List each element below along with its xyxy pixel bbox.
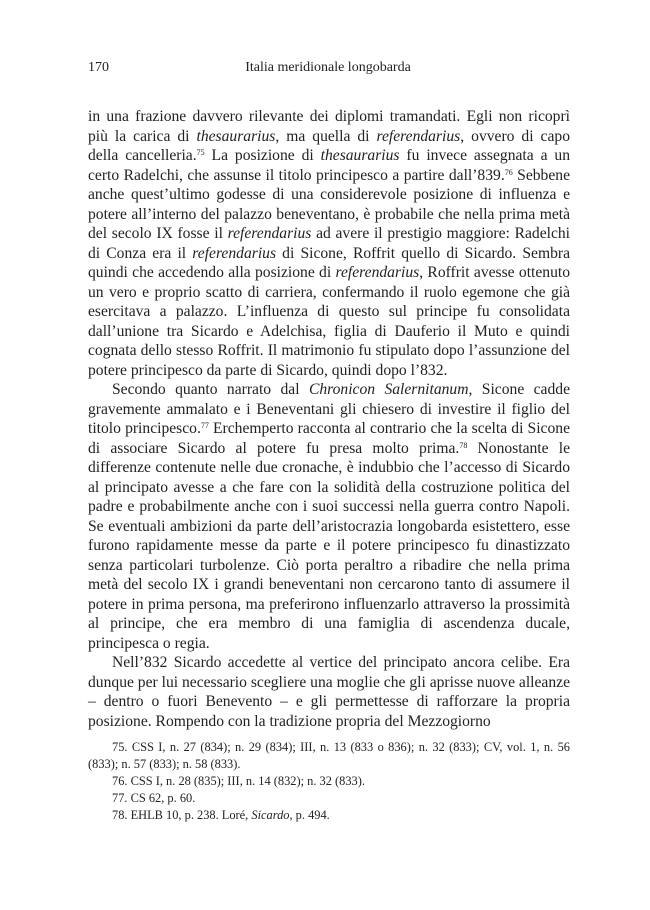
text-run: Nell’832 Sicardo accedette al vertice del principato ancora celibe. Era dunque per lui necessario scegliere una moglie che gli aprisse nuove alleanze – dentro o fuori Benevento – e gli permettesse di rafforzare la propria posizione. Rompendo con la tradizione propria del Mezzogiorno [88,654,570,730]
text-run: fu invece assegnata a un certo Radelchi, che assunse il titolo principesco a partire dall’839. [88,147,571,184]
text-run: , Roffrit avesse ottenuto un vero e proprio scatto di carriera, confermando il ruolo egemone che già esercitava a palazzo. L’influenza di questo sul principe fu consolidata dall’unione tra Sicardo e Adelchisa, figlia di Dauferio il Muto e quindi cognata dello stesso Roffrit. Il matrimonio fu stipulato dopo l’assunzione del potere principesco da parte di Sicardo, quindi dopo l’832. [88,264,570,379]
italic-term: thesaurarius [320,147,400,164]
body-text [88,107,570,731]
text-run: ad avere il prestigio maggiore: Radelchi di Conza era il [88,225,570,262]
running-title: Italia meridionale longobarda [245,60,411,75]
italic-term: referendarius [227,225,312,242]
footnote-marker: 78 [459,440,468,450]
text-run: Erchemperto racconta al contrario che la scelta di Sicone di associare Sicardo al potere fu presa molto prima. [88,420,570,457]
paragraph-1 [88,107,570,380]
text-run: Sebbene anche quest’ultimo godesse di una considerevole posizione di influenza e potere all’interno del palazzo beneventano, è probabile che nella prima metà del secolo IX fosse il [88,166,570,242]
text-run: Nonostante le differenze contenute nelle due cronache, è indubbio che l’accesso di Sicardo al principato avesse a che fare con la solidità della costruzione politica del padre e probabilmente anche con i suoi successi nella guerra contro Napoli. Se eventuali ambizioni da parte dell’aristocrazia longobarda esistettero, esse furono rapidamente messe da parte e il potere principesco fu dinastizzato senza particolari turbolenze. Ciò porta peraltro a ribadire che nella prima metà del secolo IX i grandi beneventani non cercarono tanto di assumere il potere in prima persona, ma preferirono influenzarlo attraverso la prossimità al principe, che era membro di una famiglia di ascendenza ducale, principesca o regia. [88,439,570,652]
text-run: di Sicone, Roffrit quello di Sicardo. Sembra quindi che accedendo alla posizione di [88,244,570,281]
paragraph-3 [88,653,570,731]
italic-term: referendarius [335,264,420,281]
italic-term: Sicardo [251,808,290,822]
text-run: , ma quella di [275,127,377,145]
italic-term: referendarius [376,127,461,145]
page-number: 170 [88,60,109,75]
footnote-75 [88,739,570,773]
italic-term: thesaurarius [196,127,276,145]
footnote-marker: 76 [504,167,513,177]
footnote-marker: 77 [200,421,209,430]
text-run: La posizione di [204,147,321,164]
italic-term: Chronicon Salernitanum [308,381,469,398]
text-run: 78. EHLB 10, p. 238. Loré, [112,808,252,822]
text-run: 77. CS 62, p. 60. [112,791,196,805]
running-header [88,60,568,82]
text-run: in una frazione davvero rilevante dei diplomi tramandati. Egli non ricoprì più la carica di [88,108,570,145]
text-run: 75. CSS I, n. 27 (834); n. 29 (834); III, n. 13 (833 o 836); n. 32 (833); CV, vol. 1, n. 56 (833); n. 57 (833); n. 58 (833). [88,740,570,771]
footnotes [88,739,570,824]
footnote-76 [88,773,570,790]
paragraph-2 [88,380,570,653]
italic-term: referendarius [192,244,277,262]
text-run: , Sicone cadde gravemente ammalato e i Beneventani gli chiesero di investire il figlio del titolo principesco. [88,381,570,437]
text-run: Secondo quanto narrato dal [112,381,309,398]
text-run: , ovvero di capo della cancelleria. [88,127,570,164]
footnote-78 [88,807,570,824]
footnote-77 [88,790,570,807]
text-run: , p. 494. [289,808,330,822]
footnote-marker: 75 [196,148,205,157]
text-run: 76. CSS I, n. 28 (835); III, n. 14 (832); n. 32 (833). [112,774,365,788]
